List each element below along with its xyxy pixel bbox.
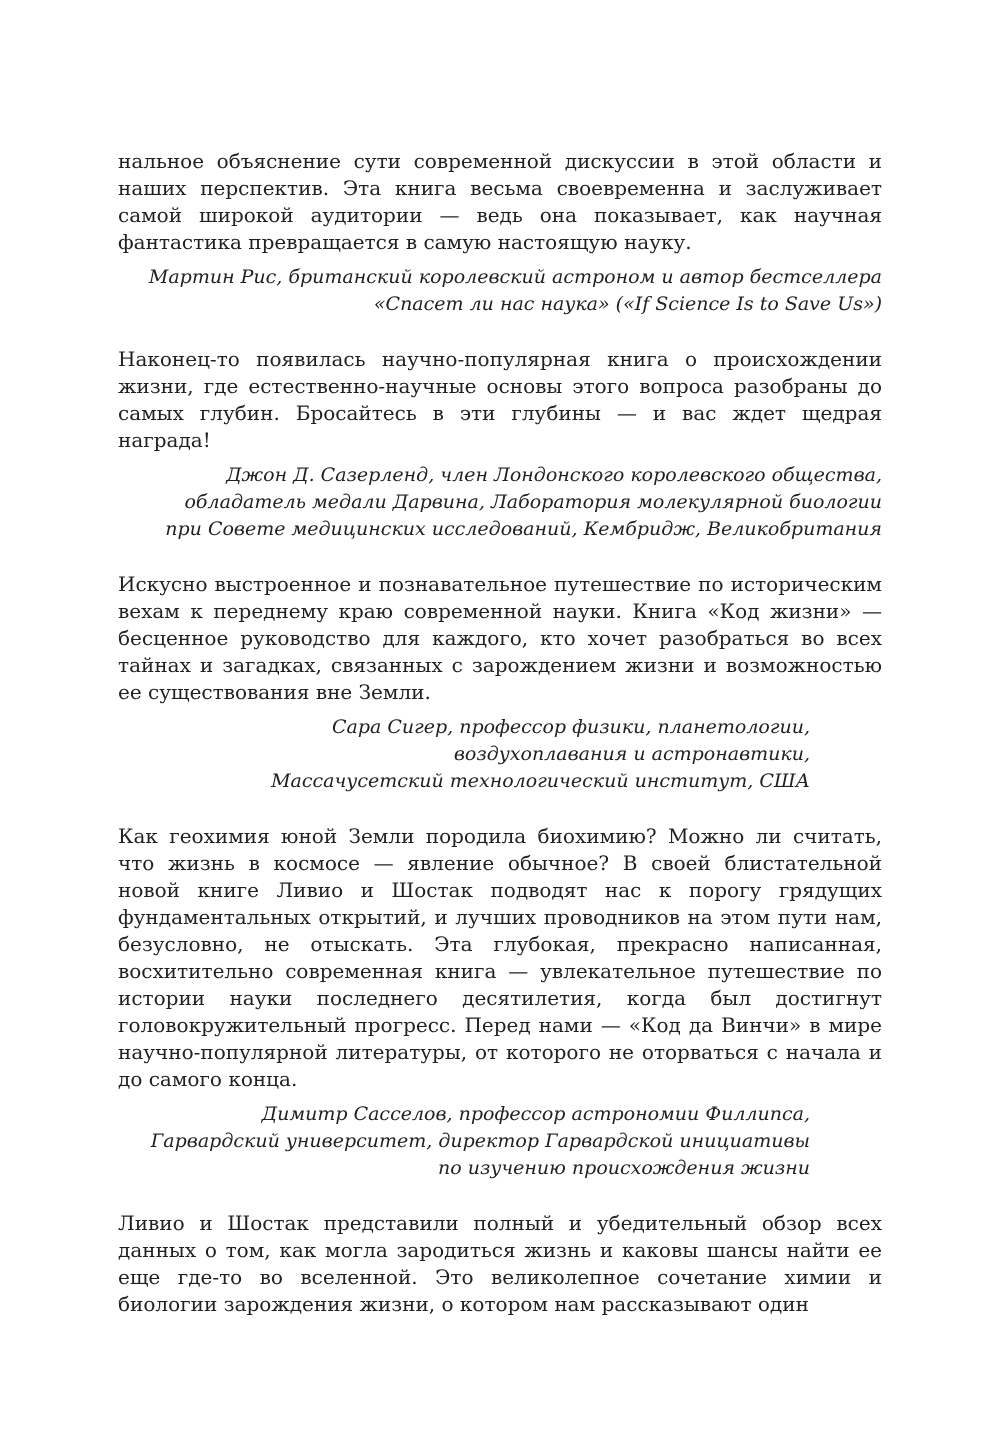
review-attribution (118, 462, 882, 543)
attribution-line: при Совете медицинских исследований, Кембридж, Великобритания (165, 518, 882, 540)
book-page (118, 148, 882, 1318)
review-attribution (118, 1101, 882, 1182)
review-text: Наконец-то появилась научно-популярная книга о происхождении жизни, где естественно-научные основы этого вопроса разобраны до самых глубин. Бросайтесь в эти глубины — и вас ждет щедрая награда! (118, 347, 882, 452)
attribution-line: воздухоплавания и астронавтики, (453, 743, 810, 765)
review-block-2 (118, 346, 882, 543)
attribution-line: Мартин Рис, британский королевский астроном и автор бестселлера (148, 266, 882, 288)
attribution-line: Сара Сигер, профессор физики, планетологии, (331, 716, 810, 738)
attribution-line: обладатель медали Дарвина, Лаборатория молекулярной биологии (184, 491, 882, 513)
attribution-line: Джон Д. Сазерленд, член Лондонского королевского общества, (226, 464, 882, 486)
review-block-1 (118, 148, 882, 318)
review-block-5 (118, 1210, 882, 1318)
review-text: Искусно выстроенное и познавательное путешествие по историческим вехам к переднему краю современной науки. Книга «Код жизни» — бесценное руководство для каждого, кто хочет разобраться во всех тайнах и загадках, связанных с зарождением жизни и возможностью ее существования вне Земли. (118, 572, 882, 704)
review-attribution (118, 264, 882, 318)
review-text: Ливио и Шостак представили полный и убедительный обзор всех данных о том, как могла зародиться жизнь и каковы шансы найти ее еще где-то во вселенной. Это великолепное сочетание химии и биологии зарождения жизни, о котором нам рассказывают один (118, 1211, 882, 1316)
attribution-line: Массачусетский технологический институт, США (271, 770, 810, 792)
review-attribution (118, 714, 882, 795)
attribution-line: Димитр Сасселов, профессор астрономии Филлипса, (261, 1103, 810, 1125)
review-text: Как геохимия юной Земли породила биохимию? Можно ли считать, что жизнь в космосе — явление обычное? В своей блистательной новой книге Ливио и Шостак подводят нас к порогу грядущих фундаментальных открытий, и лучших проводников на этом пути нам, безусловно, не отыскать. Эта глубокая, прекрасно написанная, восхитительно современная книга — увлекательное путешествие по истории науки последнего десятилетия, когда был достигнут головокружительный прогресс. Перед нами — «Код да Винчи» в мире научно-популярной литературы, от которого не оторваться с начала и до самого конца. (118, 824, 882, 1091)
review-block-3 (118, 571, 882, 795)
review-block-4 (118, 823, 882, 1182)
attribution-line: Гарвардский университет, директор Гарвардской инициативы (150, 1130, 810, 1152)
attribution-line: «Спасет ли нас наука» («If Science Is to Save Us») (373, 293, 882, 315)
review-text: нальное объяснение сути современной дискуссии в этой области и наших перспектив. Эта книга весьма своевременна и заслуживает самой широкой аудитории — ведь она показывает, как научная фантастика превращается в самую настоящую науку. (118, 149, 882, 254)
attribution-line: по изучению происхождения жизни (438, 1157, 810, 1179)
